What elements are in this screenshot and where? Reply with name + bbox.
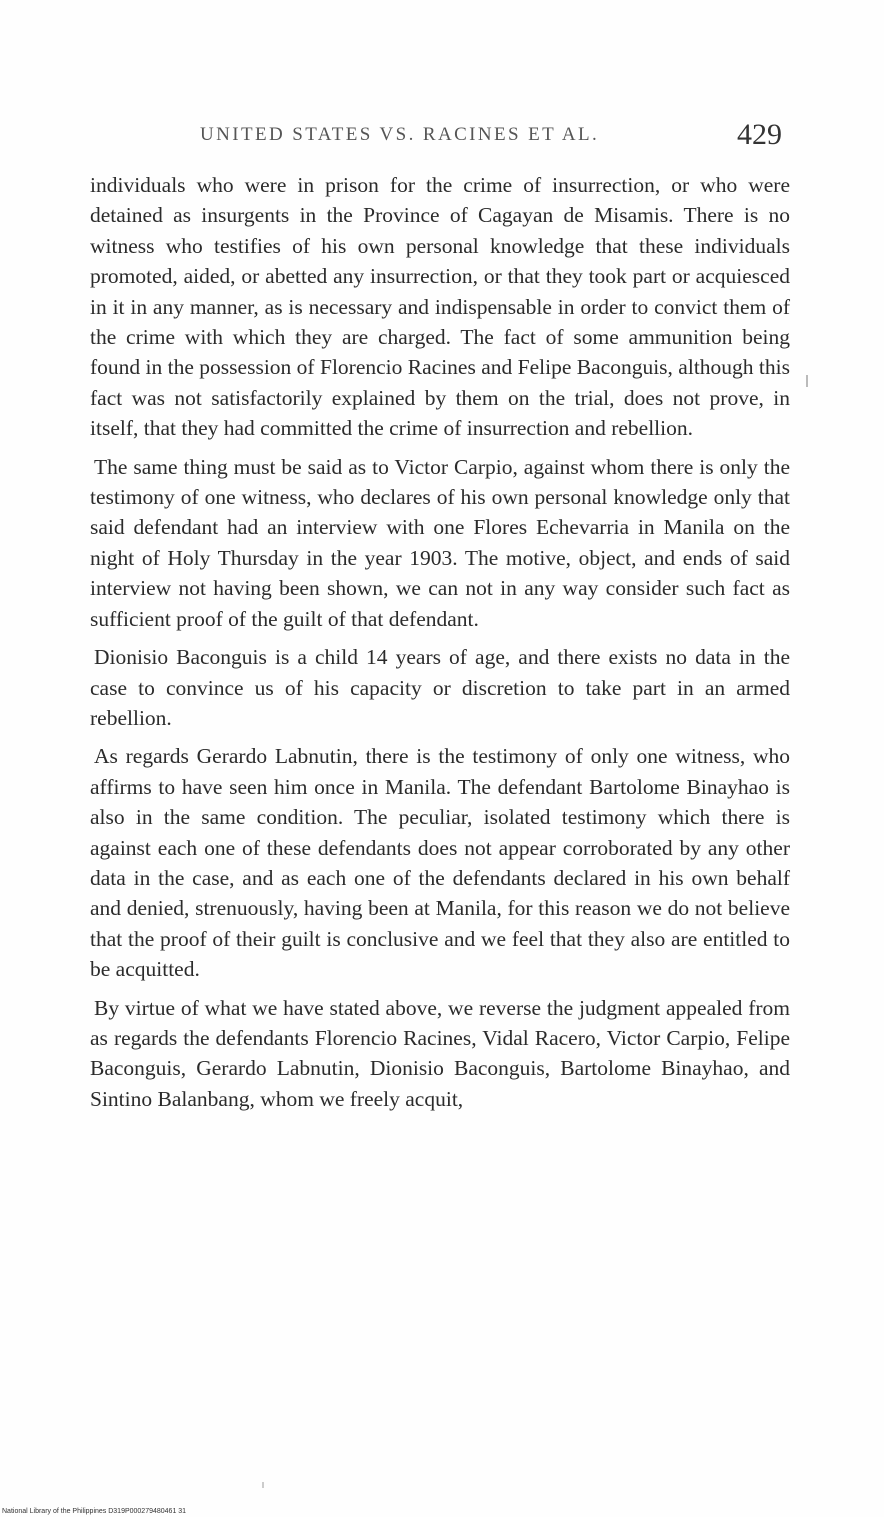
- margin-mark: [806, 375, 808, 387]
- scan-artifact: [262, 1482, 264, 1488]
- paragraph-5: By virtue of what we have stated above, we reverse the judgment appealed from as regards the defendants Florencio Racines, Vidal Racero, Victor Carpio, Felipe Baconguis, Gerardo Labnutin, Dionisio Baconguis, Bartolome Binayhao, and Sintino Balanbang, whom we freely acquit,: [90, 995, 790, 1111]
- paragraph-3: Dionisio Baconguis is a child 14 years of age, and there exists no data in the case to convince us of his capacity or discretion to take part in an armed rebellion.: [90, 645, 790, 730]
- page-number: 429: [737, 118, 782, 151]
- paragraph-2: The same thing must be said as to Victor Carpio, against whom there is only the testimony of one witness, who declares of his own personal knowledge only that said defendant had an interview with one Flores Echevarria in Manila on the night of Holy Thursday in the year 1903. The motive, object, and ends of said interview not having been shown, we can not in any way consider such fact as sufficient proof of the guilt of that defendant.: [90, 454, 790, 631]
- running-title: UNITED STATES VS. RACINES ET AL.: [200, 124, 600, 145]
- footer-credit: National Library of the Philippines D319P000279480461 31: [2, 1508, 187, 1515]
- page-header: [92, 118, 790, 158]
- paragraph-1: individuals who were in prison for the crime of insurrection, or who were detained as insurgents in the Province of Cagayan de Misamis. There is no witness who testifies of his own personal knowledge that these individuals promoted, aided, or abetted any insurrection, or that they took part or acquiesced in it in any manner, as is necessary and indispensable in order to convict them of the crime with which they are charged. The fact of some ammunition being found in the possession of Florencio Racines and Felipe Baconguis, although this fact was not satisfactorily explained by them on the trial, does not prove, in itself, that they had committed the crime of insurrection and rebellion.: [90, 173, 790, 441]
- paragraph-4: As regards Gerardo Labnutin, there is the testimony of only one witness, who affirms to have seen him once in Manila. The defendant Bartolome Binayhao is also in the same condition. The peculiar, isolated testimony which there is against each one of these defendants does not appear corroborated by any other data in the case, and as each one of the defendants declared in his own behalf and denied, strenuously, having been at Manila, for this reason we do not believe that the proof of their guilt is conclusive and we feel that they also are entitled to be acquitted.: [90, 744, 790, 982]
- body-text: [90, 170, 790, 1122]
